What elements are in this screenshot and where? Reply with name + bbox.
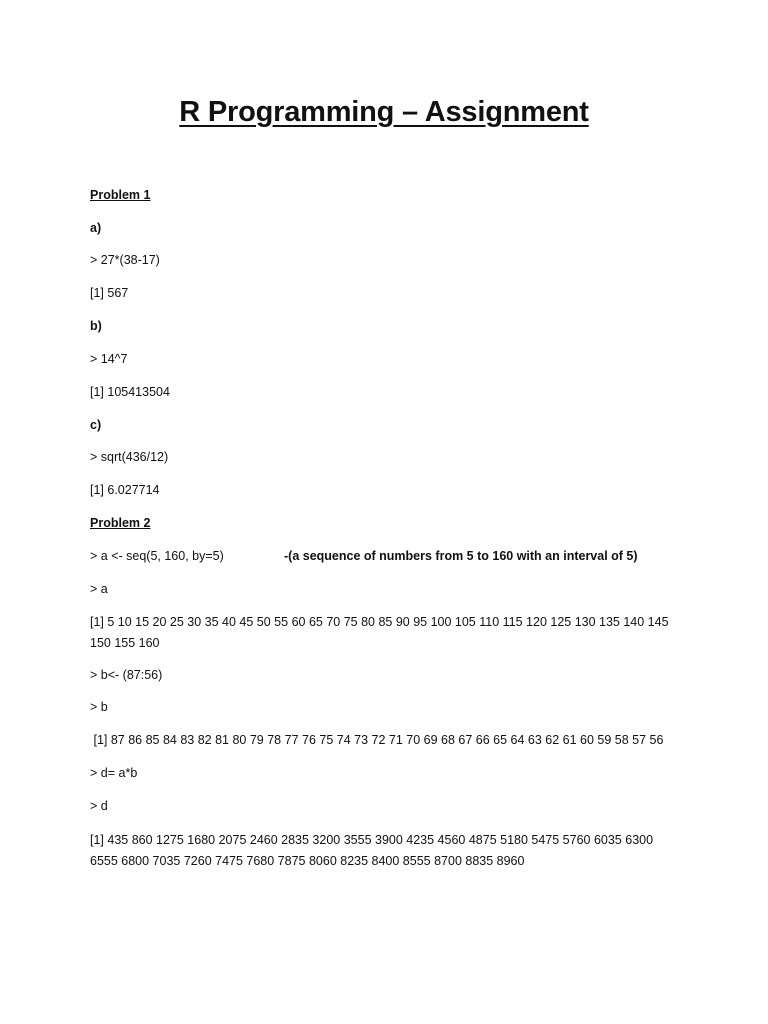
document-title: R Programming – Assignment <box>179 96 589 128</box>
print-d-command: > d <box>90 799 108 813</box>
print-b-command: > b <box>90 700 108 714</box>
problem-1-heading: Problem 1 <box>90 188 151 202</box>
part-c-output: [1] 6.027714 <box>90 483 160 497</box>
print-a-command: > a <box>90 582 108 596</box>
d-assign-command: > d= a*b <box>90 766 138 780</box>
b-assign-command: > b<- (87:56) <box>90 668 163 682</box>
part-a-output: [1] 567 <box>90 286 129 300</box>
part-b-command: > 14^7 <box>90 352 128 366</box>
part-b-label: b) <box>90 319 102 333</box>
print-b-output: [1] 87 86 85 84 83 82 81 80 79 78 77 76 75 74 73 72 71 70 69 68 67 66 65 64 63 62 61 60 59 58 57 56 <box>90 733 664 747</box>
part-b-output: [1] 105413504 <box>90 385 170 399</box>
part-a-label: a) <box>90 221 102 235</box>
part-c-label: c) <box>90 418 102 432</box>
part-a-command: > 27*(38-17) <box>90 253 160 267</box>
seq-command: > a <- seq(5, 160, by=5) <box>90 549 224 563</box>
print-a-output: [1] 5 10 15 20 25 30 35 40 45 50 55 60 65 70 75 80 85 90 95 100 105 110 115 120 125 130 135 140 145 150 155 160 <box>90 615 669 650</box>
problem-2-heading: Problem 2 <box>90 516 151 530</box>
seq-note: -(a sequence of numbers from 5 to 160 with an interval of 5) <box>284 549 638 563</box>
part-c-command: > sqrt(436/12) <box>90 450 169 464</box>
print-d-output: [1] 435 860 1275 1680 2075 2460 2835 3200 3555 3900 4235 4560 4875 5180 5475 5760 6035 6300 6555 6800 7035 7260 7475 7680 7875 8060 8235 8400 8555 8700 8835 8960 <box>90 833 654 868</box>
